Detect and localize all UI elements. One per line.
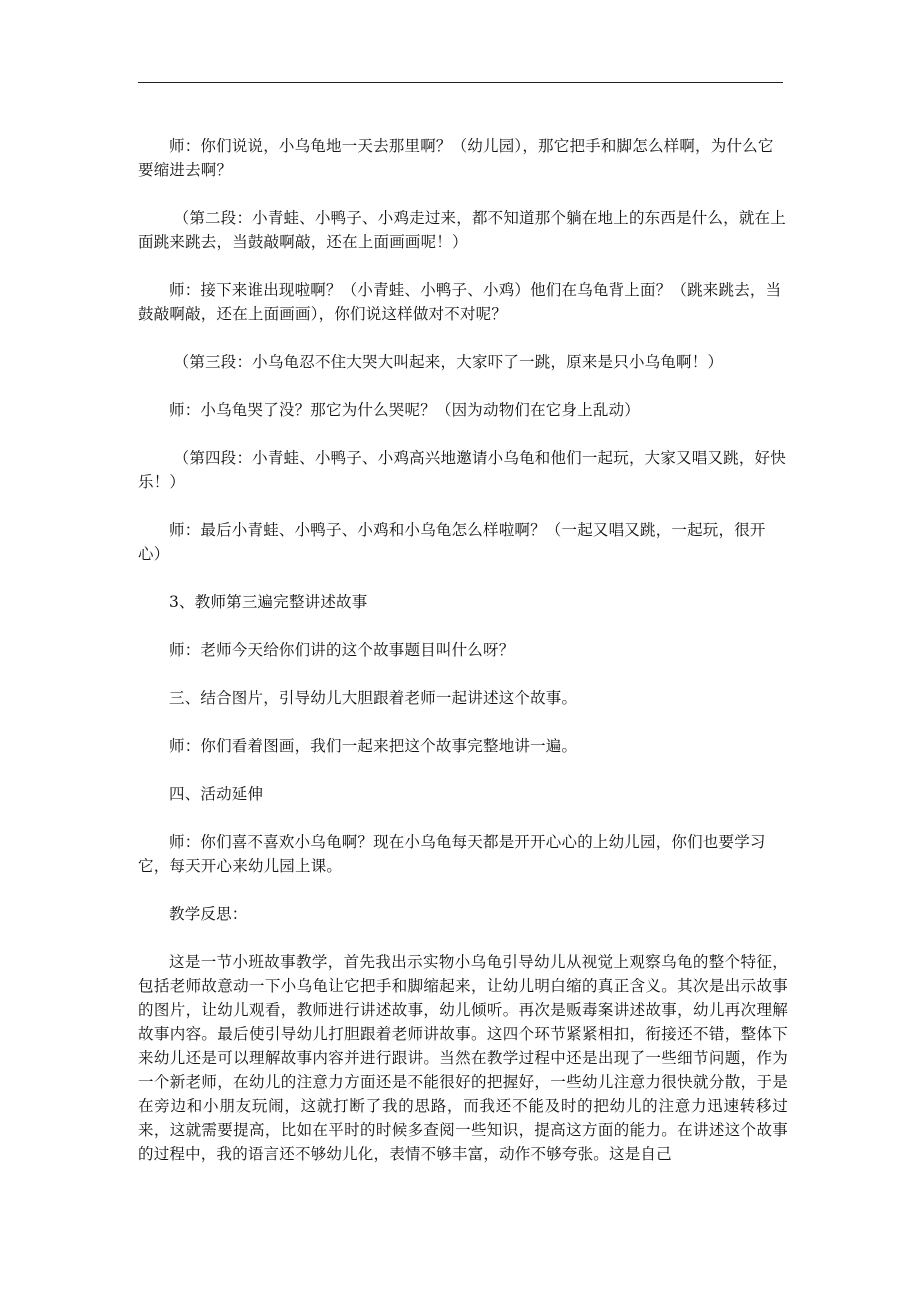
paragraph-teacher-question-1: 师：你们说说，小乌龟地一天去那里啊？（幼儿园），那它把手和脚怎么样啊，为什么它要缩进去啊？ <box>138 137 774 179</box>
header-rule <box>138 82 783 83</box>
paragraph-teacher-question-2: 师：接下来谁出现啦啊？（小青蛙、小鸭子、小鸡）他们在乌龟背上面？（跳来跳去，当鼓敲啊敲，还在上面画画），你们说这样做对不对呢？ <box>138 281 782 323</box>
document-body <box>138 134 788 1166</box>
paragraph-story-part-2: （第二段：小青蛙、小鸭子、小鸡走过来，都不知道那个躺在地上的东西是什么，就在上面跳来跳去，当鼓敲啊敲，还在上面画画呢！） <box>138 209 786 251</box>
section-heading-third-telling: 3、教师第三遍完整讲述故事 <box>169 593 368 611</box>
paragraph-story-part-4: （第四段：小青蛙、小鸭子、小鸡高兴地邀请小乌龟和他们一起玩，大家又唱又跳，好快乐！） <box>138 449 786 491</box>
section-heading-four: 四、活动延伸 <box>169 785 264 803</box>
paragraph-story-part-3: （第三段：小乌龟忍不住大哭大叫起来，大家吓了一跳，原来是只小乌龟啊！） <box>173 353 724 371</box>
paragraph-teacher-question-6: 师：你们看着图画，我们一起来把这个故事完整地讲一遍。 <box>169 737 578 755</box>
paragraph-teacher-question-3: 师：小乌龟哭了没？那它为什么哭呢？（因为动物们在它身上乱动） <box>169 401 641 419</box>
paragraph-teacher-question-7: 师：你们喜不喜欢小乌龟啊？现在小乌龟每天都是开开心心的上幼儿园，你们也要学习它，每天开心来幼儿园上课。 <box>138 833 766 875</box>
section-heading-three: 三、结合图片，引导幼儿大胆跟着老师一起讲述这个故事。 <box>169 689 578 707</box>
paragraph-teacher-question-5: 师：老师今天给你们讲的这个故事题目叫什么呀？ <box>169 641 515 659</box>
section-heading-reflection: 教学反思： <box>169 905 248 923</box>
paragraph-teacher-question-4: 师：最后小青蛙、小鸭子、小鸡和小乌龟怎么样啦啊？（一起又唱又跳，一起玩，很开心） <box>138 521 766 563</box>
paragraph-reflection: 这是一节小班故事教学，首先我出示实物小乌龟引导幼儿从视觉上观察乌龟的整个特征，包括老师故意动一下小乌龟让它把手和脚缩起来，让幼儿明白缩的真正含义。其次是出示故事的图片，让幼儿观看，教师进行讲述故事，幼儿倾听。再次是贩毒案讲述故事，幼儿再次理解故事内容。最后使引导幼儿打胆跟着老师讲故事。这四个环节紧紧相扣，衔接还不错，整体下来幼儿还是可以理解故事内容并进行跟讲。当然在教学过程中还是出现了一些细节问题，作为一个新老师，在幼儿的注意力方面还是不能很好的把握好，一些幼儿注意力很快就分散，于是在旁边和小朋友玩闹，这就打断了我的思路，而我还不能及时的把幼儿的注意力迅速转移过来，这就需要提高，比如在平时的时候多查阅一些知识，提高这方面的能力。在讲述这个故事的过程中，我的语言还不够幼儿化，表情不够丰富，动作不够夸张。这是自己 <box>138 953 788 1163</box>
